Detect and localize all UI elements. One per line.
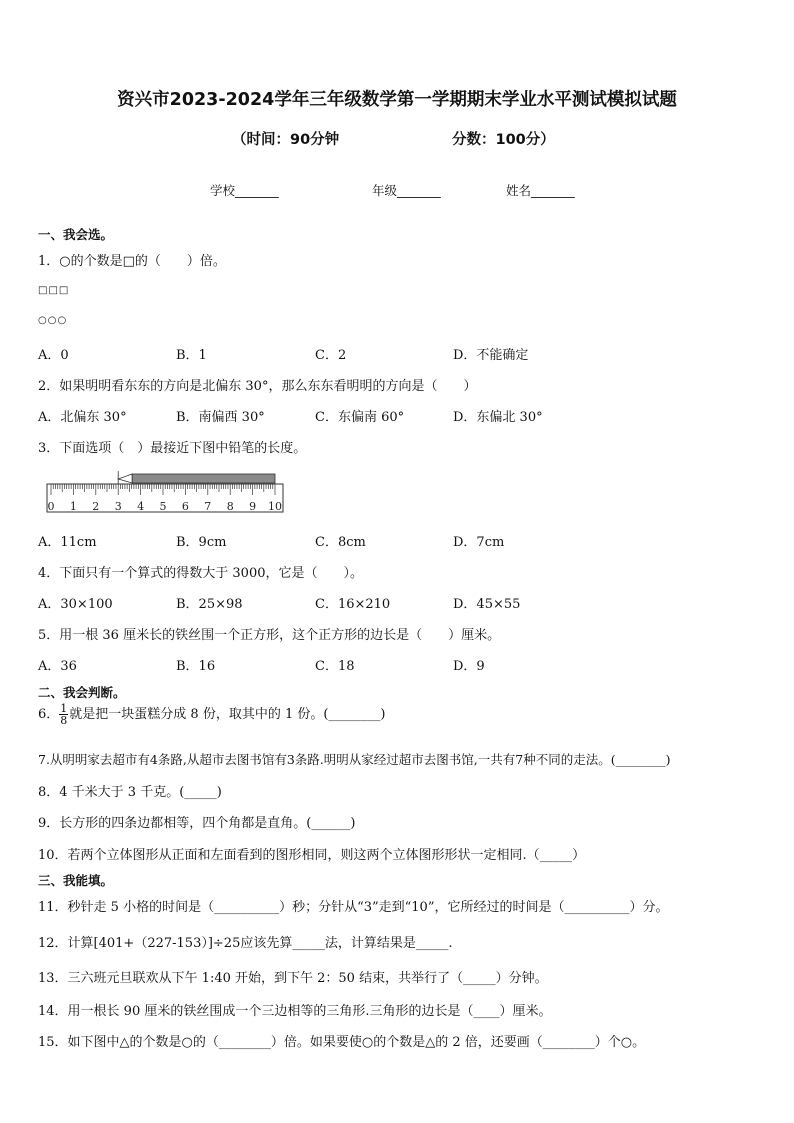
q1-option-c: C．2 — [315, 348, 347, 363]
ruler-label: 1 — [69, 500, 77, 513]
ruler-label: 10 — [268, 500, 282, 513]
ruler-label: 7 — [204, 500, 212, 513]
ruler-label: 3 — [114, 500, 122, 513]
q1-option-d: D．不能确定 — [453, 348, 529, 363]
pencil-tip — [118, 474, 132, 483]
exam-time: （时间：90分钟 — [232, 132, 340, 148]
grade-field: 年级_______ — [372, 183, 441, 198]
q3-option-b: B．9cm — [176, 535, 227, 550]
fraction-numerator: 1 — [60, 702, 68, 715]
question-8: 8．4 千米大于 3 千克。(_____) — [38, 785, 222, 800]
q1-option-a: A．0 — [38, 348, 69, 363]
square-symbols: □□□ — [38, 285, 70, 296]
q1-option-b: B．1 — [176, 348, 207, 363]
page-title: 资兴市2023-2024学年三年级数学第一学期期末学业水平测试模拟试题 — [117, 90, 677, 110]
section-heading-fill: 三、我能填。 — [38, 873, 114, 888]
pencil — [118, 471, 275, 484]
ruler-label: 9 — [249, 500, 257, 513]
ruler-label: 2 — [92, 500, 100, 513]
ruler-figure — [45, 470, 287, 520]
q5-option-a: A．36 — [38, 659, 77, 674]
q3-option-c: C．8cm — [315, 535, 366, 550]
q5-option-b: B．16 — [176, 659, 216, 674]
q2-option-a: A．北偏东 30° — [38, 410, 127, 425]
ruler-label: 8 — [226, 500, 234, 513]
question-13: 13．三六班元旦联欢从下午 1:40 开始，到下午 2：50 结束，共举行了（_____）分钟。 — [38, 971, 548, 986]
question-3: 3．下面选项（ ）最接近下图中铅笔的长度。 — [38, 441, 307, 456]
q2-option-d: D．东偏北 30° — [453, 410, 543, 425]
q5-option-d: D．9 — [453, 659, 485, 674]
question-9: 9．长方形的四条边都相等，四个角都是直角。(______) — [38, 816, 356, 831]
q4-option-c: C．16×210 — [315, 597, 391, 612]
q6-number: 6． — [38, 707, 60, 722]
ruler-label: 5 — [159, 500, 167, 513]
pencil-body — [132, 474, 275, 483]
ruler-label: 4 — [137, 500, 145, 513]
ruler-label: 6 — [181, 500, 189, 513]
question-6 — [38, 703, 386, 726]
ruler-label: 0 — [47, 500, 55, 513]
question-12: 12．计算[401+（227-153）]÷25应该先算_____法，计算结果是_____. — [38, 936, 453, 951]
q4-option-a: A．30×100 — [38, 597, 113, 612]
section-heading-choice: 一、我会选。 — [38, 227, 114, 242]
ruler-with-pencil — [45, 470, 287, 516]
circle-symbols: ○○○ — [38, 315, 68, 326]
question-14: 14．用一根长 90 厘米的铁丝围成一个三边相等的三角形.三角形的边长是（____）厘米。 — [38, 1004, 552, 1019]
question-5: 5．用一根 36 厘米长的铁丝围一个正方形，这个正方形的边长是（ ）厘米。 — [38, 628, 501, 643]
q4-option-d: D．45×55 — [453, 597, 521, 612]
section-heading-judge: 二、我会判断。 — [38, 685, 126, 700]
q6-text: 就是把一块蛋糕分成 8 份，取其中的 1 份。(________) — [69, 707, 386, 722]
q2-option-c: C．东偏南 60° — [315, 410, 405, 425]
question-15: 15．如下图中△的个数是○的（________）倍。如果要使○的个数是△的 2 倍，还要画（________）个○。 — [38, 1035, 646, 1050]
question-2: 2．如果明明看东东的方向是北偏东 30°，那么东东看明明的方向是（ ） — [38, 379, 477, 394]
school-field: 学校_______ — [210, 183, 279, 198]
name-field: 姓名_______ — [506, 183, 575, 198]
q3-option-a: A．11cm — [38, 535, 97, 550]
fraction-denominator: 8 — [60, 714, 68, 727]
q2-option-b: B．南偏西 30° — [176, 410, 265, 425]
exam-score: 分数：100分） — [452, 132, 555, 148]
question-10: 10．若两个立体图形从正面和左面看到的图形相同，则这两个立体图形形状一定相同.（_____） — [38, 848, 586, 863]
q5-option-c: C．18 — [315, 659, 355, 674]
question-7: 7.从明明家去超市有4条路,从超市去图书馆有3条路.明明从家经过超市去图书馆,一共有7种不同的走法。(________) — [38, 752, 671, 767]
question-1: 1．○的个数是□的（ ）倍。 — [38, 254, 226, 269]
q4-option-b: B．25×98 — [176, 597, 243, 612]
q3-option-d: D．7cm — [453, 535, 505, 550]
question-11: 11．秒针走 5 小格的时间是（__________）秒；分针从“3”走到“10”，它所经过的时间是（__________）分。 — [38, 900, 669, 915]
fraction — [59, 703, 68, 726]
question-4: 4．下面只有一个算式的得数大于 3000，它是（ ）。 — [38, 566, 363, 581]
